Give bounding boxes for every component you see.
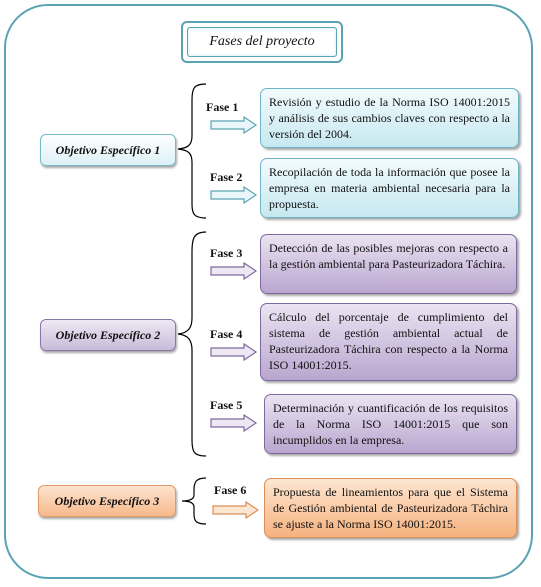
diagram-title: Fases del proyecto [187,27,337,57]
phase-2-box: Recopilación de toda la información que posee la empresa en materia ambiental necesaria para la propuesta. [260,158,519,218]
phase-5-box: Determinación y cuantificación de los requisitos de la Norma ISO 14001:2015 que son incumplidos en la empresa. [264,394,517,454]
phase-4-label: Fase 4 [210,327,243,341]
phase-6-label: Fase 6 [214,483,247,497]
arrow-right-icon [210,186,258,204]
phase-4-box: Cálculo del porcentaje de cumplimiento del sistema de gestión ambiental actual de Pasteurizadora Táchira con respecto a la Norma ISO 14001:2015. [260,303,517,381]
arrow-right-icon [210,343,258,361]
phase-6-box: Propuesta de lineamientos para que el Sistema de Gestión ambiental de Pasteurizadora Táchira se ajuste a la Norma ISO 14001:2015. [264,478,517,538]
objective-3: Objetivo Específico 3 [38,485,176,517]
phase-1-box: Revisión y estudio de la Norma ISO 14001:2015 y análisis de sus cambios claves con respecto a la versión del 2004. [260,88,519,148]
arrow-right-icon [210,116,258,134]
title-box [181,21,343,63]
phase-1-label: Fase 1 [206,100,239,114]
arrow-right-icon [210,262,258,280]
arrow-right-icon [212,501,260,519]
phase-3-box: Detección de las posibles mejoras con respecto a la gestión ambiental para Pasteurizadora Táchira. [260,234,517,294]
arrow-right-icon [210,414,258,432]
objective-2: Objetivo Específico 2 [40,319,176,351]
phase-3-label: Fase 3 [210,246,243,260]
phase-5-label: Fase 5 [210,398,243,412]
phase-2-label: Fase 2 [210,170,243,184]
objective-1: Objetivo Específico 1 [40,134,176,166]
